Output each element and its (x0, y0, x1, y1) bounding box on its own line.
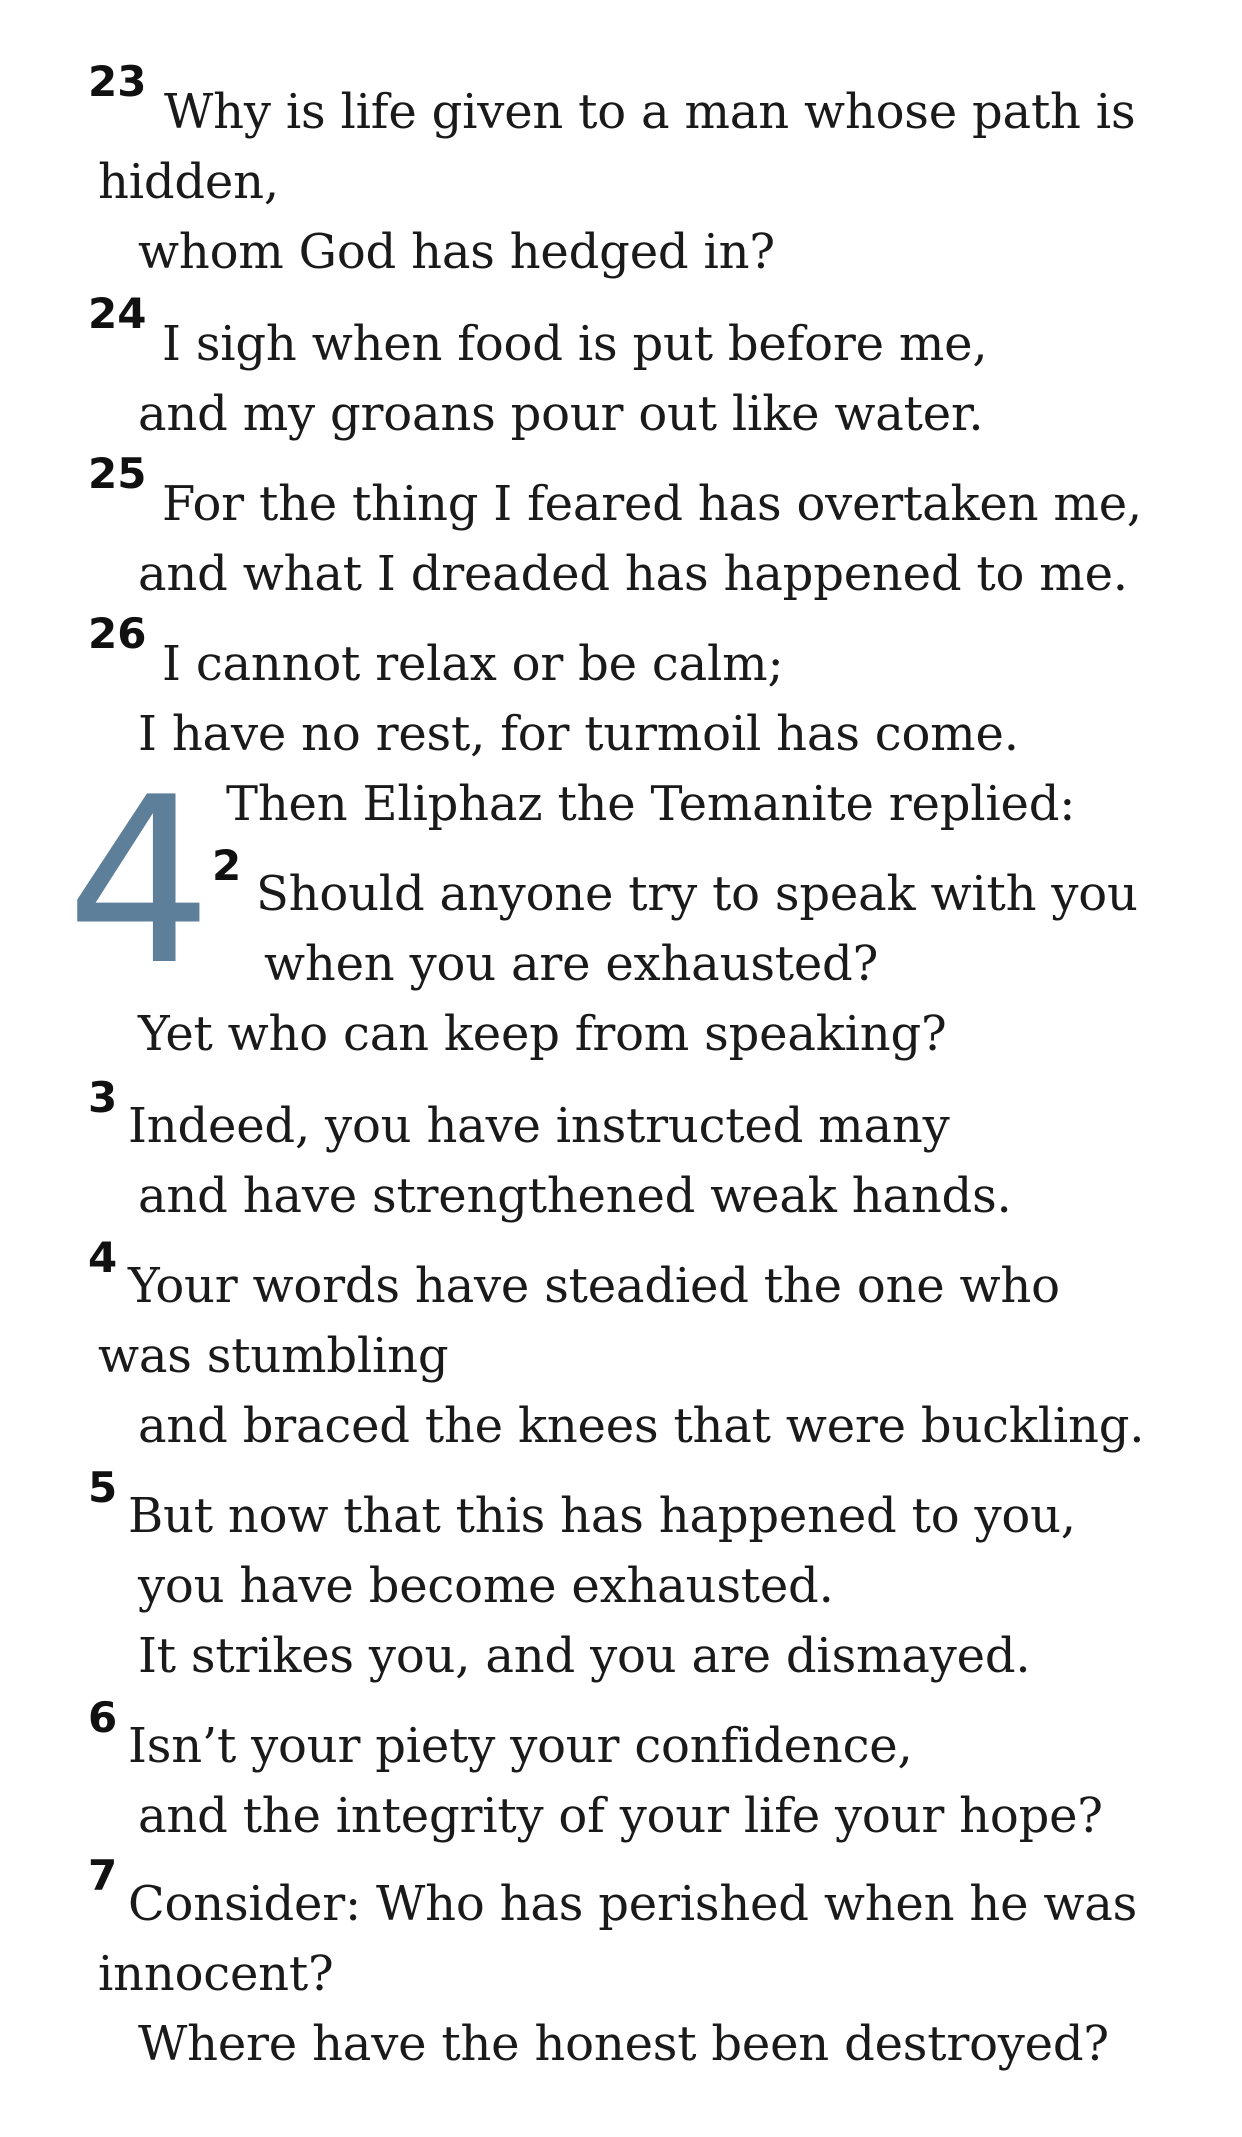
verse-number: 6 (88, 1693, 118, 1742)
verse-line: Indeed, you have instructed many (128, 1098, 950, 1154)
verse-number: 3 (88, 1073, 118, 1122)
verse-line: I have no rest, for turmoil has come. (138, 706, 1019, 762)
verse-line: whom God has hedged in? (138, 224, 775, 280)
verse-line: Your words have steadied the one who (128, 1258, 1060, 1314)
verse-line: Why is life given to a man whose path is (164, 84, 1136, 140)
verse-number: 2 (212, 841, 242, 890)
verse-line: Should anyone try to speak with you (256, 866, 1138, 922)
verse-line: hidden, (98, 154, 279, 210)
verse-line: It strikes you, and you are dismayed. (138, 1628, 1031, 1684)
verse-number: 23 (88, 57, 147, 106)
verse-line: Where have the honest been destroyed? (138, 2016, 1109, 2072)
verse-line: I cannot relax or be calm; (162, 636, 784, 692)
verse-line: I sigh when food is put before me, (162, 316, 988, 372)
verse-line: when you are exhausted? (264, 936, 879, 992)
verse-number: 5 (88, 1463, 118, 1512)
verse-line: you have become exhausted. (138, 1558, 834, 1614)
verse-line: For the thing I feared has overtaken me, (162, 476, 1142, 532)
verse-line: Yet who can keep from speaking? (138, 1006, 947, 1062)
verse-number: 4 (88, 1233, 118, 1282)
chapter-number: 4 (66, 749, 213, 1016)
verse-line: and have strengthened weak hands. (138, 1168, 1012, 1224)
verse-number: 25 (88, 449, 147, 498)
verse-line: was stumbling (98, 1328, 449, 1384)
verse-line: innocent? (98, 1946, 334, 2002)
verse-line: and braced the knees that were buckling. (138, 1398, 1145, 1454)
verse-number: 26 (88, 609, 147, 658)
verse-line: and the integrity of your life your hope? (138, 1788, 1103, 1844)
verse-line: But now that this has happened to you, (128, 1488, 1076, 1544)
verse-number: 7 (88, 1851, 118, 1900)
verse-line: Isn’t your piety your confidence, (128, 1718, 913, 1774)
verse-line: and what I dreaded has happened to me. (138, 546, 1128, 602)
chapter-intro: Then Eliphaz the Temanite replied: (226, 776, 1076, 832)
verse-line: Consider: Who has perished when he was (128, 1876, 1138, 1932)
verse-number: 24 (88, 289, 147, 338)
verse-line: and my groans pour out like water. (138, 386, 984, 442)
